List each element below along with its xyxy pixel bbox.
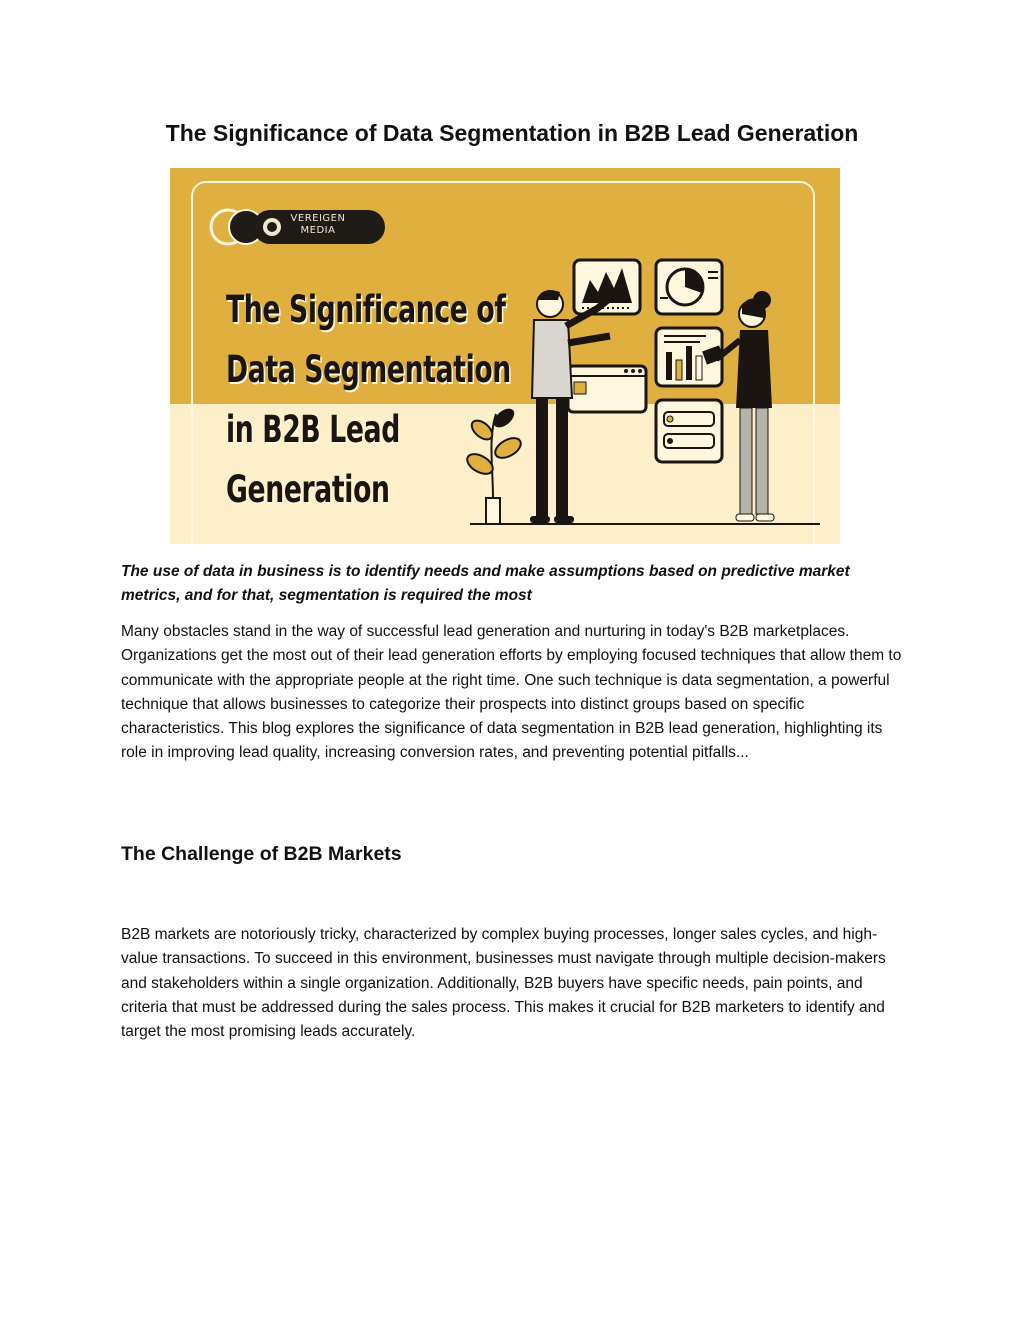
lede-paragraph: The use of data in business is to identify needs and make assumptions based on predictive market metrics, and for that, segmentation is required the most: [121, 563, 850, 604]
area-chart-panel: [574, 260, 640, 314]
hero-title-line: The Significance of: [226, 288, 506, 331]
hero-title-line: Data Segmentation: [226, 348, 511, 391]
pie-chart-panel: [656, 260, 722, 314]
brand-line-1: VEREIGEN: [290, 213, 346, 224]
intro-paragraph: Many obstacles stand in the way of successful lead generation and nurturing in today's B2B marketplaces. Organizations get the most out of their lead generation efforts by employing focused techniques that allow them to communicate with the appropriate people at the right time. One such technique is data segmentation, a powerful technique that allows businesses to categorize their prospects into distinct groups based on specific characteristics. This blog explores the significance of data segmentation in B2B lead generation, highlighting its role in improving lead quality, increasing conversion rates, and preventing potential pitfalls...: [121, 623, 902, 762]
seal-icon: [260, 215, 284, 239]
hero-title-line: in B2B Lead: [226, 408, 400, 451]
section-paragraph: B2B markets are notoriously tricky, characterized by complex buying processes, longer sales cycles, and high-value transactions. To succeed in this environment, businesses must navigate through multiple decision-makers and stakeholders within a single organization. Additionally, B2B buyers have specific needs, pain points, and criteria that must be addressed during the sales process. This makes it crucial for B2B marketers to identify and target the most promising leads accurately.: [121, 926, 886, 1041]
brand-line-2: MEDIA: [300, 225, 336, 236]
chat-panel: [656, 400, 722, 462]
hero-illustration: [170, 168, 840, 544]
hero-title-line: Generation: [226, 468, 390, 511]
page-title: The Significance of Data Segmentation in B2B Lead Generation: [165, 120, 859, 146]
browser-panel: [568, 366, 646, 412]
brand-logo: [208, 206, 348, 248]
hero-title: [226, 280, 557, 520]
brand-name: [288, 213, 348, 237]
section-heading: The Challenge of B2B Markets: [121, 843, 402, 865]
